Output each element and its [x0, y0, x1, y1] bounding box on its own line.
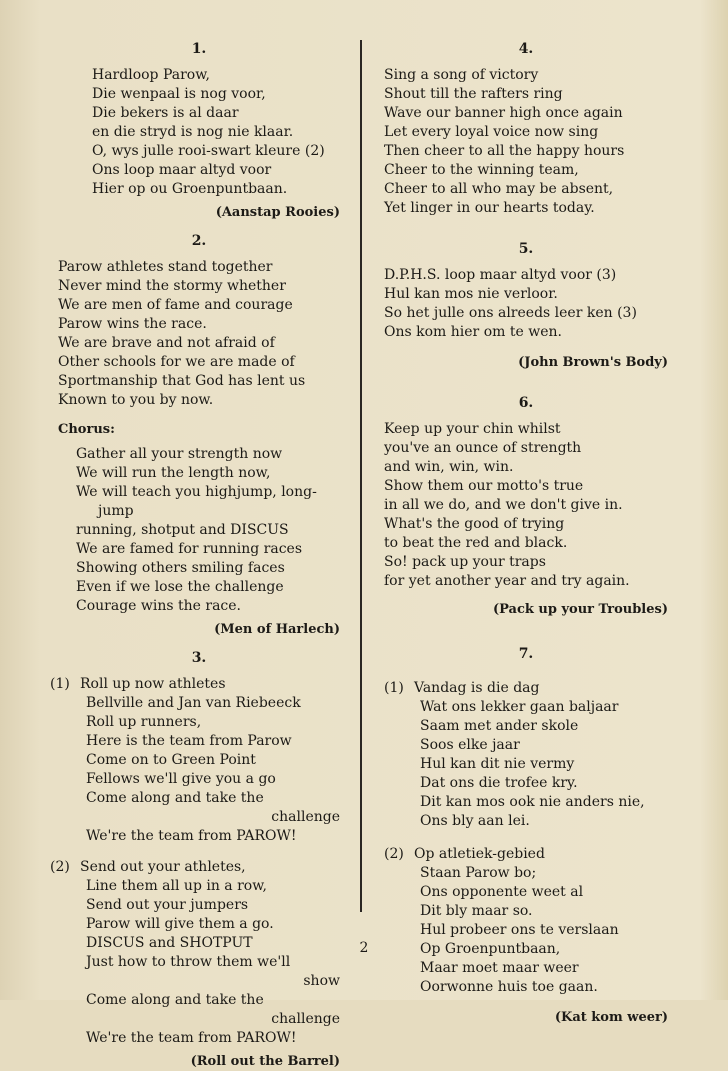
verse-number: (2): [384, 846, 404, 862]
lyric-line: Soos elke jaar: [420, 737, 520, 753]
song-number: 3.: [191, 650, 207, 666]
lyric-line: Ons bly aan lei.: [420, 813, 530, 829]
tune-attribution: (John Brown's Body): [518, 355, 668, 370]
chorus-line: Courage wins the race.: [76, 598, 241, 614]
lyric-line: Die wenpaal is nog voor,: [92, 86, 266, 102]
lyric-line: Known to you by now.: [58, 392, 214, 408]
lyric-line: for yet another year and try again.: [384, 573, 630, 589]
tune-attribution: (Men of Harlech): [214, 622, 340, 637]
lyric-line: challenge: [271, 809, 340, 825]
chorus-line: We will teach you highjump, long-: [76, 484, 317, 500]
lyric-line: Come along and take the: [86, 992, 264, 1008]
lyric-line: Parow will give them a go.: [86, 916, 274, 932]
lyric-line: Never mind the stormy whether: [58, 278, 286, 294]
lyric-line: We're the team from PAROW!: [86, 1030, 297, 1046]
lyric-line: DISCUS and SHOTPUT: [86, 935, 253, 951]
lyric-line: Dat ons die trofee kry.: [420, 775, 578, 791]
chorus-line: Gather all your strength now: [76, 446, 283, 462]
lyric-line: Roll up now athletes: [80, 676, 226, 692]
lyric-line: Die bekers is al daar: [92, 105, 239, 121]
lyric-line: Ons loop maar altyd voor: [92, 162, 272, 178]
lyric-line: Sing a song of victory: [384, 67, 539, 83]
song-number: 5.: [518, 241, 534, 257]
lyric-line: Op atletiek-gebied: [414, 846, 545, 862]
lyric-line: Hul probeer ons te verslaan: [420, 922, 619, 938]
tune-attribution: (Roll out the Barrel): [190, 1054, 340, 1069]
song-7: [384, 645, 668, 1027]
song-3: [50, 649, 340, 1071]
verse-number: (1): [50, 676, 70, 692]
lyric-line: O, wys julle rooi-swart kleure (2): [92, 143, 325, 159]
lyric-line: Just how to throw them we'll: [86, 954, 291, 970]
song-4: [384, 40, 668, 218]
tune-attribution: (Aanstap Rooies): [215, 205, 340, 220]
lyric-line: challenge: [271, 1011, 340, 1027]
lyric-line: Staan Parow bo;: [420, 865, 537, 881]
lyric-line: Oorwonne huis toe gaan.: [420, 979, 598, 995]
song-number: 4.: [518, 41, 534, 57]
chorus-line: jump: [98, 503, 134, 519]
lyric-line: Come on to Green Point: [86, 752, 256, 768]
lyric-line: We are brave and not afraid of: [58, 335, 275, 351]
lyric-line: Hier op ou Groenpuntbaan.: [92, 181, 288, 197]
song-6: [384, 394, 668, 619]
lyric-line: you've an ounce of strength: [384, 440, 582, 456]
song-number: 6.: [518, 395, 534, 411]
lyric-line: Hul kan dit nie vermy: [420, 756, 575, 772]
chorus-line: We are famed for running races: [76, 541, 303, 557]
lyric-line: and win, win, win.: [384, 459, 514, 475]
chorus-line: Showing others smiling faces: [76, 560, 285, 576]
lyric-line: Show them our motto's true: [384, 478, 584, 494]
lyric-line: Send out your athletes,: [80, 859, 246, 875]
lyric-line: show: [303, 973, 340, 989]
lyric-line: Dit bly maar so.: [420, 903, 533, 919]
lyric-line: Ons kom hier om te wen.: [384, 324, 562, 340]
lyric-line: We're the team from PAROW!: [86, 828, 297, 844]
lyric-line: Op Groenpuntbaan,: [420, 941, 561, 957]
lyric-line: Come along and take the: [86, 790, 264, 806]
lyric-line: Other schools for we are made of: [58, 354, 295, 370]
lyric-line: Sportmanship that God has lent us: [58, 373, 306, 389]
lyric-line: to beat the red and black.: [384, 535, 568, 551]
lyric-line: Vandag is die dag: [414, 680, 540, 696]
chorus-line: We will run the length now,: [76, 465, 271, 481]
chorus-line: running, shotput and DISCUS: [76, 522, 289, 538]
chorus-line: Even if we lose the challenge: [76, 579, 284, 595]
lyric-line: Fellows we'll give you a go: [86, 771, 276, 787]
lyric-line: Line them all up in a row,: [86, 878, 267, 894]
lyric-line: Shout till the rafters ring: [384, 86, 563, 102]
column-divider: [360, 40, 362, 912]
lyric-line: Send out your jumpers: [86, 897, 249, 913]
lyric-line: Hul kan mos nie verloor.: [384, 286, 558, 302]
lyric-line: Hardloop Parow,: [92, 67, 210, 83]
song-number: 2.: [191, 233, 207, 249]
lyric-line: Here is the team from Parow: [86, 733, 292, 749]
song-number: 1.: [191, 41, 207, 57]
lyric-line: We are men of fame and courage: [58, 297, 293, 313]
lyric-line: D.P.H.S. loop maar altyd voor (3): [384, 267, 617, 283]
lyric-line: Roll up runners,: [86, 714, 202, 730]
verse-number: (2): [50, 859, 70, 875]
lyric-line: Then cheer to all the happy hours: [384, 143, 625, 159]
lyric-line: Bellville and Jan van Riebeeck: [86, 695, 301, 711]
song-2: [58, 232, 340, 639]
right-column: [384, 40, 668, 1027]
tune-attribution: (Pack up your Troubles): [492, 602, 668, 617]
song-5: [384, 240, 668, 372]
lyric-line: Saam met ander skole: [420, 718, 579, 734]
lyric-line: Wat ons lekker gaan baljaar: [420, 699, 619, 715]
lyric-line: Wave our banner high once again: [384, 105, 623, 121]
lyric-line: Parow wins the race.: [58, 316, 207, 332]
song-1: [58, 40, 340, 222]
lyric-line: in all we do, and we don't give in.: [384, 497, 623, 513]
song-number: 7.: [518, 646, 534, 662]
lyric-line: So het julle ons alreeds leer ken (3): [384, 305, 637, 321]
lyric-line: Dit kan mos ook nie anders nie,: [420, 794, 645, 810]
lyric-line: Keep up your chin whilst: [384, 421, 561, 437]
lyric-line: Parow athletes stand together: [58, 259, 273, 275]
lyric-line: Maar moet maar weer: [420, 960, 579, 976]
lyric-line: What's the good of trying: [384, 516, 565, 532]
left-column: [50, 40, 340, 1071]
lyric-line: Let every loyal voice now sing: [384, 124, 599, 140]
lyric-line: en die stryd is nog nie klaar.: [92, 124, 294, 140]
lyric-line: Cheer to the winning team,: [384, 162, 579, 178]
tune-attribution: (Kat kom weer): [554, 1010, 668, 1025]
chorus-label: Chorus:: [58, 422, 115, 437]
lyric-line: Cheer to all who may be absent,: [384, 181, 614, 197]
verse-number: (1): [384, 680, 404, 696]
page-number: 2: [359, 940, 369, 956]
lyric-line: So! pack up your traps: [384, 554, 546, 570]
lyric-line: Ons opponente weet al: [420, 884, 584, 900]
lyric-line: Yet linger in our hearts today.: [384, 200, 595, 216]
